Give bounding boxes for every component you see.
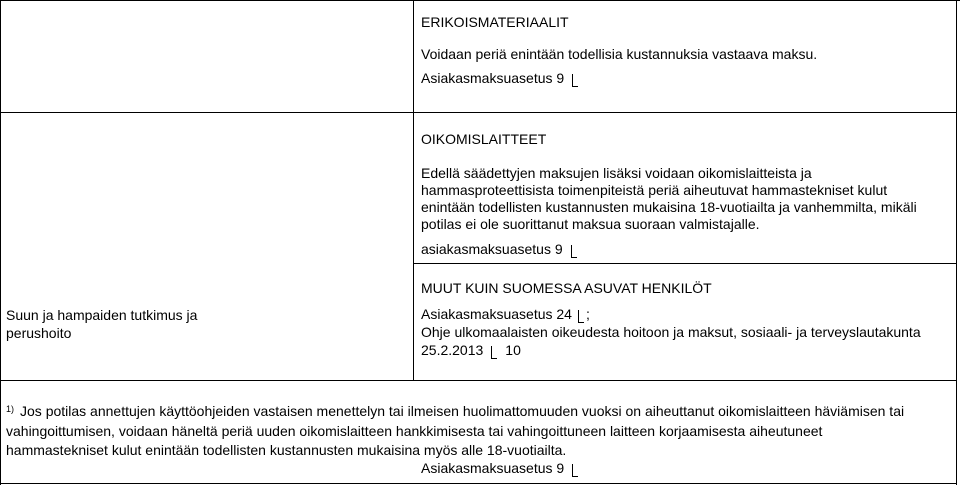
oikomislaitteet-ref [421,240,577,258]
reference-text: Asiakasmaksuasetus 24 [421,306,572,322]
section-title-erikoismateriaalit: ERIKOISMATERIAALIT [421,14,569,30]
footnote-marker: 1) [6,404,15,414]
reference-text: Asiakasmaksuasetus 9 [421,70,565,86]
date-text: 25.2.2013 [421,342,484,358]
muut-date-line [421,341,521,359]
reference-marker [491,346,497,359]
oikomislaitteet-line-3: enintään todellisten kustannusten mukaisina 18-vuotiailta ja vanhemmilta, mikäli [421,199,917,215]
footnote-line-1 [6,402,904,422]
erikoismateriaalit-body: Voidaan periä enintään todellisia kustannuksia vastaava maksu. [421,46,818,62]
row-divider-2 [413,263,957,264]
footnote-ref [421,459,578,477]
table-border-left [0,0,1,485]
table-border-bottom [0,483,957,484]
reference-marker [571,245,577,258]
reference-suffix: ; [585,306,590,322]
section-title-muut: MUUT KUIN SUOMESSA ASUVAT HENKILÖT [421,280,712,296]
erikoismateriaalit-ref [421,69,578,87]
oikomislaitteet-line-4: potilas ei ole suorittanut maksua suoraan valmistajalle. [421,216,760,232]
muut-ref-1 [421,305,590,323]
footnote-line-3: hammastekniset kulut enintään todellisten kustannusten mukaisina myös alle 18-vuotiailta. [6,442,567,458]
oikomislaitteet-line-2: hammasproteettisista toimenpiteistä periä aiheutuvat hammastekniset kulut [421,182,888,198]
table-border-top [0,0,960,1]
muut-line-2: Ohje ulkomaalaisten oikeudesta hoitoon ja maksut, sosiaali- ja terveyslautakunta [421,324,921,340]
table-border-right [956,0,957,485]
footnote-text: Jos potilas annettujen käyttöohjeiden vastaisen menettelyn tai ilmeisen huolimattomuuden vuoksi on aiheuttanut oikomislaitteen häviämisen tai [20,403,905,419]
section-title-oikomislaitteet: OIKOMISLAITTEET [421,131,547,147]
reference-marker [572,74,578,87]
row-divider-3 [0,380,957,381]
reference-marker [578,310,584,323]
reference-text: Asiakasmaksuasetus 9 [421,460,565,476]
left-label-line-1: Suun ja hampaiden tutkimus ja [6,307,198,323]
oikomislaitteet-line-1: Edellä säädettyjen maksujen lisäksi voidaan oikomislaitteista ja [421,165,812,181]
left-label-line-2: perushoito [6,325,72,341]
date-reference: 10 [505,342,521,358]
footnote-line-2: vahingoittumisen, voidaan häneltä periä uuden oikomislaitteen hankkimisesta tai vahingoittuneen laitteen korjaamisesta aiheutuneet [6,423,823,439]
row-divider-1 [0,112,957,113]
column-divider [413,0,414,380]
reference-marker [572,464,578,477]
reference-text: asiakasmaksuasetus 9 [421,241,563,257]
